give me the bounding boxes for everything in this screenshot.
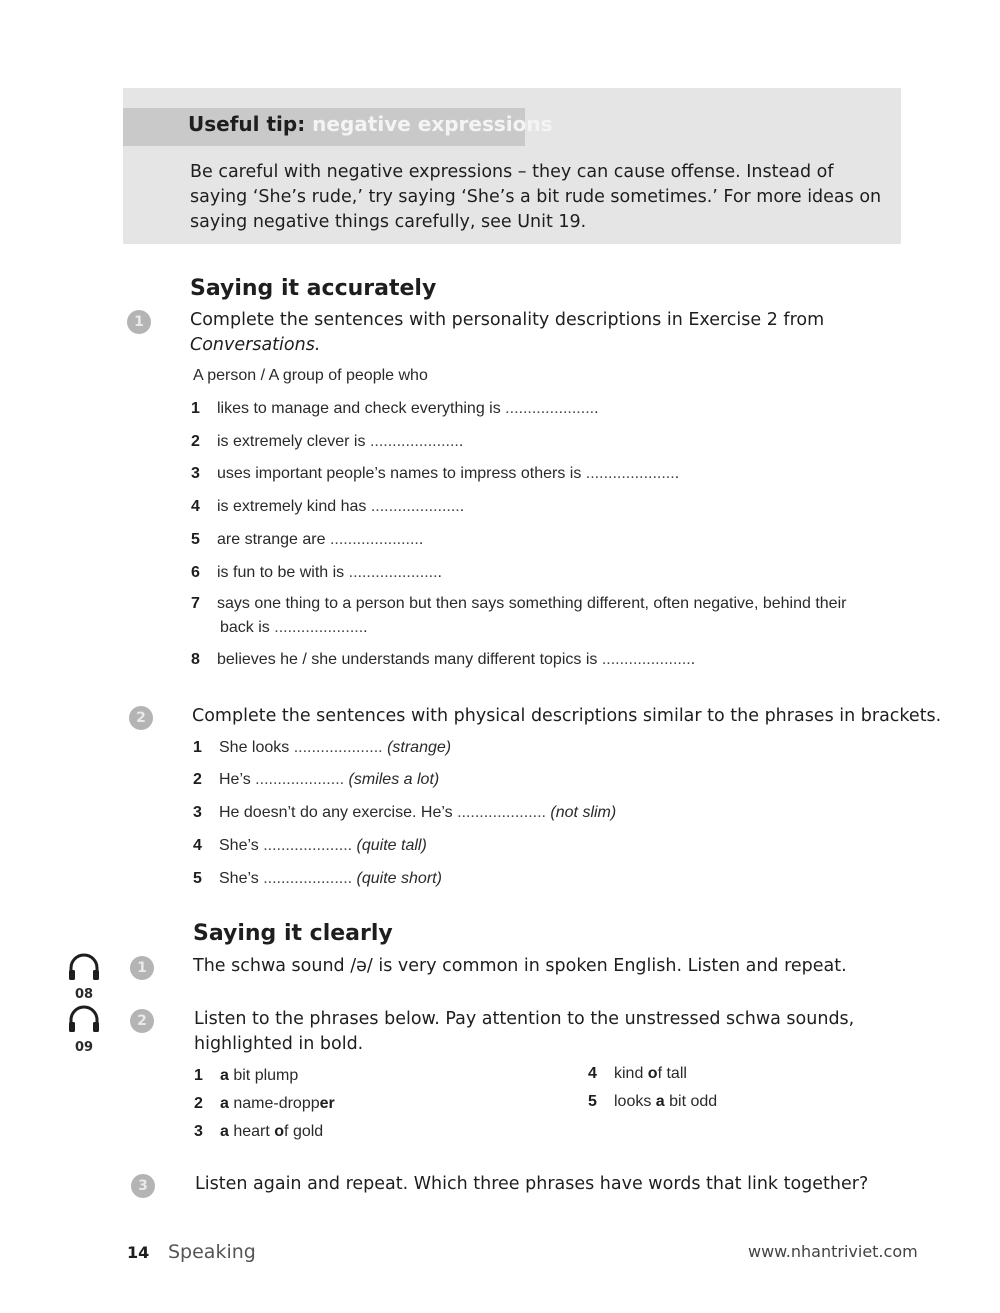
schwa-bold: o <box>274 1123 285 1140</box>
item-number: 2 <box>191 433 200 450</box>
exercise-number-badge: 1 <box>127 310 151 334</box>
phrase-text: f tall <box>657 1065 687 1082</box>
schwa-bold: o <box>647 1065 658 1082</box>
exercise-instruction: Listen to the phrases below. Pay attention to the unstressed schwa sounds, highlighted in bold. <box>194 1009 855 1054</box>
list-item <box>191 651 695 669</box>
item-text: is extremely clever is <box>217 433 366 450</box>
list-item <box>191 498 464 516</box>
page-number: 14 <box>127 1243 150 1262</box>
answer-blank: .................... <box>370 498 460 515</box>
tip-title <box>188 112 553 136</box>
exercise-instruction <box>190 308 890 358</box>
schwa-bold: a <box>220 1067 229 1084</box>
item-number: 5 <box>193 870 202 887</box>
item-hint: (smiles a lot) <box>348 771 440 788</box>
phrase-text: f gold <box>284 1123 324 1140</box>
phrase-text: heart <box>228 1123 275 1140</box>
item-number: 4 <box>193 837 202 854</box>
list-item <box>191 433 463 451</box>
item-hint: (strange) <box>387 739 452 756</box>
tip-label: Useful tip: <box>188 112 306 136</box>
item-end: . <box>437 564 442 581</box>
list-item <box>191 595 846 613</box>
item-number: 8 <box>191 651 200 668</box>
headphones-icon[interactable] <box>67 1004 101 1034</box>
item-hint: (not slim) <box>550 804 617 821</box>
footer-section-title: Speaking <box>168 1241 256 1263</box>
item-text: says one thing to a person but then says something different, often negative, behind their <box>217 595 847 612</box>
item-number: 4 <box>588 1065 597 1082</box>
list-item <box>193 870 442 888</box>
item-text: believes he / she understands many different topics is <box>217 651 598 668</box>
item-number: 1 <box>193 739 202 756</box>
item-end: . <box>363 619 368 636</box>
exercise-number-badge: 1 <box>130 956 154 980</box>
item-text: She’s <box>219 837 259 854</box>
item-text: are strange are <box>217 531 326 548</box>
item-number: 5 <box>191 531 200 548</box>
answer-blank: .................... <box>369 433 459 450</box>
answer-blank: .................... <box>263 837 353 854</box>
tip-topic: negative expressions <box>312 112 553 136</box>
exercise-number-badge: 2 <box>129 706 153 730</box>
answer-blank: .................... <box>263 870 353 887</box>
item-end: . <box>459 498 465 515</box>
item-text: He’s <box>219 771 251 788</box>
item-number: 5 <box>588 1093 597 1110</box>
headphones-icon[interactable] <box>67 952 101 982</box>
item-number: 3 <box>194 1123 203 1140</box>
audio-track-number: 08 <box>74 987 94 1002</box>
item-end: . <box>418 531 424 548</box>
item-hint: (quite tall) <box>356 837 427 854</box>
list-item <box>193 804 616 822</box>
list-item <box>193 739 451 757</box>
phrase-item <box>588 1093 717 1111</box>
answer-blank: .................... <box>505 400 595 417</box>
section-heading-clearly: Saying it clearly <box>193 921 393 946</box>
list-item <box>191 564 442 582</box>
exercise-number-badge: 3 <box>131 1174 155 1198</box>
answer-blank: .................... <box>601 651 691 668</box>
tip-body: Be careful with negative expressions – they can cause offense. Instead of saying ‘She’s rude,’ try saying ‘She’s a bit rude sometimes.’ For more ideas on saying negative things carefully, see Unit 19. <box>190 162 882 232</box>
answer-blank: .................... <box>274 619 364 636</box>
exercise-instruction: Complete the sentences with physical descriptions similar to the phrases in brackets. <box>192 706 942 726</box>
item-number: 7 <box>191 595 200 612</box>
section-heading-accurately: Saying it accurately <box>190 276 437 301</box>
item-number: 6 <box>191 564 200 581</box>
answer-blank: .................... <box>255 771 345 788</box>
list-item <box>191 465 679 483</box>
item-end: . <box>458 433 464 450</box>
item-end: . <box>674 465 680 482</box>
phrase-item <box>194 1095 335 1113</box>
answer-blank: .................... <box>348 564 438 581</box>
list-item <box>191 400 599 418</box>
item-text: She looks <box>219 739 290 756</box>
item-text: She’s <box>219 870 259 887</box>
schwa-bold: a <box>220 1095 229 1112</box>
phrase-text: looks <box>614 1093 656 1110</box>
schwa-bold: er <box>319 1095 335 1112</box>
item-text: is extremely kind has <box>217 498 367 515</box>
audio-track-number: 09 <box>74 1040 94 1055</box>
item-number: 4 <box>191 498 200 515</box>
schwa-bold: a <box>655 1093 665 1110</box>
exercise-instruction: The schwa sound /ə/ is very common in spoken English. Listen and repeat. <box>193 956 847 976</box>
footer-url[interactable]: www.nhantriviet.com <box>748 1242 918 1261</box>
list-item-continued <box>220 619 368 637</box>
item-end: . <box>690 651 696 668</box>
phrase-text: kind <box>614 1065 648 1082</box>
item-text: He doesn’t do any exercise. He’s <box>219 804 453 821</box>
exercise-lead: A person / A group of people who <box>193 367 428 384</box>
exercise-instruction: Listen again and repeat. Which three phrases have words that link together? <box>195 1174 869 1194</box>
instruction-text: Complete the sentences with personality descriptions in Exercise 2 from <box>190 310 825 330</box>
answer-blank: .................... <box>329 531 419 548</box>
list-item <box>193 837 427 855</box>
item-end: . <box>594 400 599 417</box>
instruction-italic: Conversations. <box>190 335 321 355</box>
phrase-item <box>588 1065 687 1083</box>
phrase-text: name-dropp <box>228 1095 320 1112</box>
phrase-item <box>194 1067 298 1085</box>
item-number: 1 <box>194 1067 203 1084</box>
list-item <box>191 531 423 549</box>
item-text: is fun to be with is <box>217 564 345 581</box>
item-text: uses important people’s names to impress others is <box>217 465 582 482</box>
exercise-number-badge: 2 <box>130 1009 154 1033</box>
item-number: 2 <box>194 1095 203 1112</box>
answer-blank: .................... <box>457 804 546 821</box>
item-number: 2 <box>193 771 202 788</box>
phrase-item <box>194 1123 323 1141</box>
item-text: likes to manage and check everything is <box>217 400 501 417</box>
schwa-bold: a <box>220 1123 229 1140</box>
phrase-text: bit plump <box>228 1067 299 1084</box>
phrase-text: bit odd <box>664 1093 718 1110</box>
list-item <box>193 771 439 789</box>
item-hint: (quite short) <box>356 870 442 887</box>
answer-blank: .................... <box>585 465 675 482</box>
item-text: back is <box>220 619 270 636</box>
item-number: 1 <box>191 400 200 417</box>
item-number: 3 <box>193 804 202 821</box>
answer-blank: .................... <box>293 739 383 756</box>
item-number: 3 <box>191 465 200 482</box>
